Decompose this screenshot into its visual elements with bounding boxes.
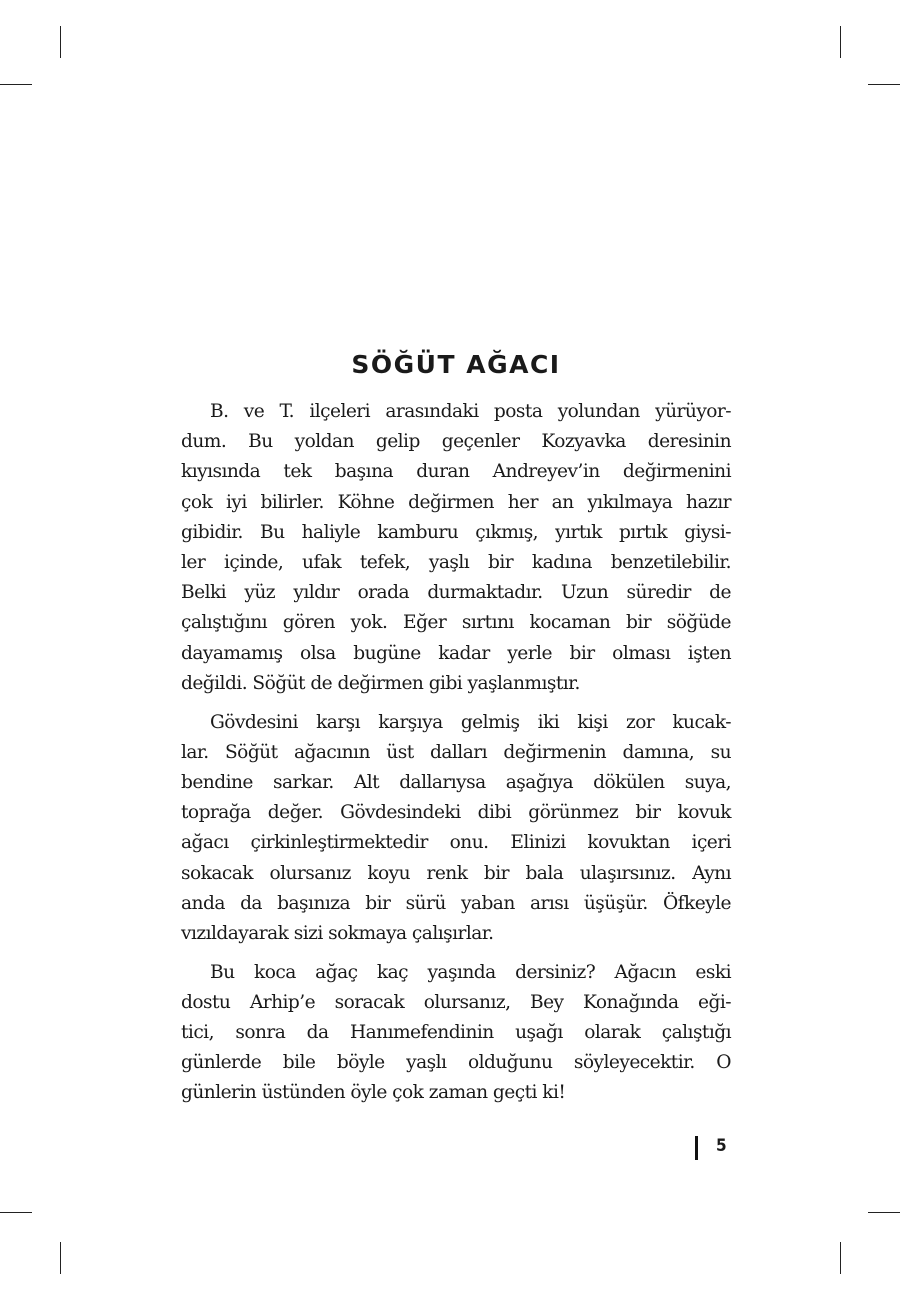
crop-mark-bottom-left [60,1242,61,1274]
crop-mark-top-left-horizontal [0,84,32,85]
crop-mark-bottom-left-horizontal [0,1212,32,1213]
paragraph [181,708,731,950]
paragraph [181,958,731,1109]
text-line: tici, sonra da Hanımefendinin uşağı olarak çalıştığı [181,1022,731,1044]
page-number-block [695,1136,755,1162]
crop-mark-bottom-right [840,1242,841,1274]
text-line: dayamamış olsa bugüne kadar yerle bir olması işten [181,642,731,664]
text-line: günlerin üstünden öyle çok zaman geçti ki! [181,1082,566,1104]
text-line: Belki yüz yıldır orada durmaktadır. Uzun süredir de [181,582,731,604]
text-line: sokacak olursanız koyu renk bir bala ulaşırsınız. Aynı [181,862,731,884]
text-line: gibidir. Bu haliyle kamburu çıkmış, yırtık pırtık giysi- [181,521,731,543]
text-line: çok iyi bilirler. Köhne değirmen her an yıkılmaya hazır [181,491,731,513]
text-line: dostu Arhip’e soracak olursanız, Bey Konağında eği- [181,991,731,1013]
text-line: günlerde bile böyle yaşlı olduğunu söyleyecektir. O [181,1052,731,1074]
crop-mark-bottom-right-horizontal [868,1212,900,1213]
crop-mark-top-right [840,26,841,58]
text-line: kıyısında tek başına duran Andreyev’in değirmenini [181,461,731,483]
text-line: Gövdesini karşı karşıya gelmiş iki kişi zor kucak- [210,711,731,733]
chapter-title: SÖĞÜT AĞACI [351,350,561,379]
page-number: 5 [716,1136,727,1156]
chapter-body [181,397,731,1117]
text-line: vızıldayarak sizi sokmaya çalışırlar. [181,922,494,944]
paragraph [181,397,731,699]
text-line: dum. Bu yoldan gelip geçenler Kozyavka deresinin [181,431,731,453]
text-line: toprağa değer. Gövdesindeki dibi görünmez bir kovuk [181,802,731,824]
text-line: Bu koca ağaç kaç yaşında dersiniz? Ağacın eski [210,961,731,983]
text-line: lar. Söğüt ağacının üst dalları değirmenin damına, su [181,741,731,763]
crop-mark-top-right-horizontal [868,84,900,85]
crop-mark-top-left [60,26,61,58]
text-line: ler içinde, ufak tefek, yaşlı bir kadına benzetilebilir. [181,552,731,574]
text-line: değildi. Söğüt de değirmen gibi yaşlanmıştır. [181,672,580,694]
text-line: anda da başınıza bir sürü yaban arısı üşüşür. Öfkeyle [181,892,731,914]
text-line: çalıştığını gören yok. Eğer sırtını kocaman bir söğüde [181,612,731,634]
text-line: bendine sarkar. Alt dallarıysa aşağıya dökülen suya, [181,771,731,793]
text-line: ağacı çirkinleştirmektedir onu. Elinizi kovuktan içeri [181,832,731,854]
text-line: B. ve T. ilçeleri arasındaki posta yolundan yürüyor- [210,401,731,422]
folio-bar [695,1136,698,1160]
